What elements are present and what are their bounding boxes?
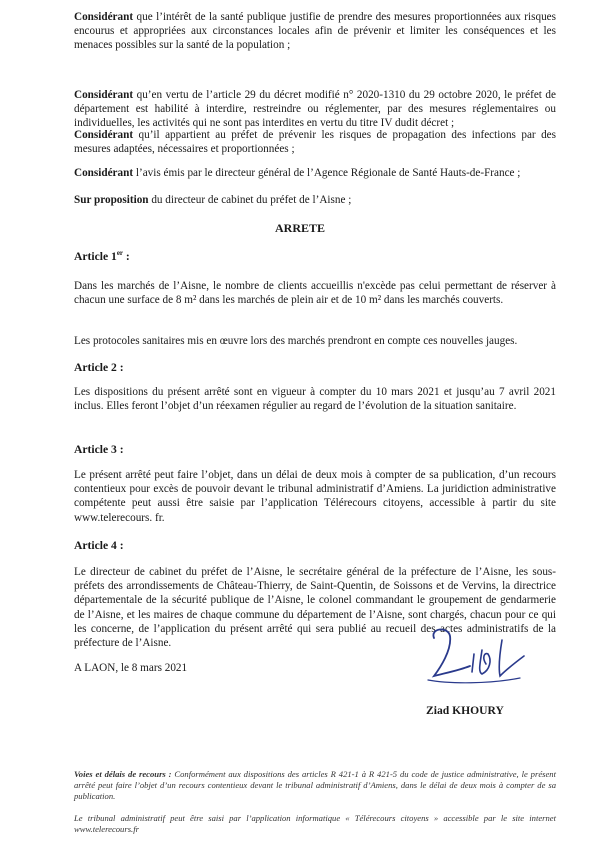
article-2-label: Article 2 xyxy=(74,361,117,374)
article-2-title xyxy=(74,361,124,374)
article-3-title xyxy=(74,443,124,456)
considerant-2-text: qu’en vertu de l’article 29 du décret modifié n° 2020-1310 du 29 octobre 2020, le préfet de département est habilité à interdire, restreindre ou réglementer, par des mesures réglementaires ou individuelles, les activités qui ne sont pas interdites en vertu du titre IV dudit décret ; xyxy=(74,89,556,130)
article-4-para-1: Le directeur de cabinet du préfet de l’Aisne, le secrétaire général de la préfecture de l’Aisne, les sous-préfets des arrondissements de Château-Thierry, de Saint-Quentin, de Soissons et de Vervins, la directrice départementale de la sécurité publique de l’Aisne, le colonel commandant le groupement de gendarmerie de l’Aisne, et les maires de chaque commune du département de l’Aisne, sont chargés, chacun pour ce qui les concerne, de l’application du présent arrêté qui sera publié au recueil des actes administratifs de la préfecture de l’Aisne. xyxy=(74,566,556,650)
article-4-label: Article 4 xyxy=(74,539,117,552)
article-4-title xyxy=(74,539,124,552)
considerant-2 xyxy=(74,88,556,131)
footer-appeals xyxy=(74,769,556,802)
considerant-3-lead: Considérant xyxy=(74,129,134,141)
footer-appeals-lead: Voies et délais de recours : xyxy=(74,769,172,779)
article-2-colon: : xyxy=(116,361,124,374)
article-3-para-1: Le présent arrêté peut faire l’objet, dans un délai de deux mois à compter de sa publication, d’un recours contentieux pour excès de pouvoir devant le tribunal administratif d’Amiens. La juridiction administrative compétente peut aussi être saisie par l’application Télérecours citoyens, accessible à partir du site www.telerecours. fr. xyxy=(74,469,556,524)
article-1-sup: er xyxy=(116,249,124,258)
proposition-lead: Sur proposition xyxy=(74,194,149,206)
considerant-4 xyxy=(74,166,556,180)
considerant-4-text: l’avis émis par le directeur général de l’Agence Régionale de Santé Hauts-de-France ; xyxy=(133,167,521,179)
considerant-1-text: que l’intérêt de la santé publique justifie de prendre des mesures proportionnées aux risques encourus et appropriées aux circonstances locales afin de prévenir et limiter les conséquences et les menaces possibles sur la santé de la population ; xyxy=(74,11,556,52)
article-4-colon: : xyxy=(116,539,124,552)
considerant-3-text: qu’il appartient au préfet de prévenir les risques de propagation des infections par des mesures adaptées, nécessaires et proportionnées ; xyxy=(74,129,556,156)
article-3-colon: : xyxy=(116,443,124,456)
considerant-1-lead: Considérant xyxy=(74,11,134,23)
considerant-1 xyxy=(74,10,556,53)
considerant-3 xyxy=(74,128,556,156)
article-1-label: Article 1 xyxy=(74,250,117,263)
article-1-para-2: Les protocoles sanitaires mis en œuvre lors des marchés prendront en compte ces nouvelles jauges. xyxy=(74,335,518,347)
article-1-title xyxy=(74,250,130,263)
article-2-para-1: Les dispositions du présent arrêté sont en vigueur à compter du 10 mars 2021 et jusqu’au 7 avril 2021 inclus. Elles feront l’objet d’un réexamen régulier au regard de l’évolution de la situation sanitaire. xyxy=(74,386,556,413)
article-1-para-1: Dans les marchés de l’Aisne, le nombre de clients accueillis n'excède pas celui permettant de réserver à chacun une surface de 8 m² dans les marchés de plein air et de 10 m² dans les marchés couverts. xyxy=(74,280,556,307)
proposition xyxy=(74,193,556,207)
considerant-2-lead: Considérant xyxy=(74,89,134,101)
article-3-label: Article 3 xyxy=(74,443,117,456)
article-1-colon: : xyxy=(123,250,130,263)
place-date: A LAON, le 8 mars 2021 xyxy=(74,662,188,674)
footer-telerecours: Le tribunal administratif peut être saisi par l’application informatique « Télérecours citoyens » accessible par le site internet www.telerecours.fr xyxy=(74,813,556,834)
handwritten-signature xyxy=(420,620,530,700)
footer-appeals-text: Conformément aux dispositions des articles R 421-1 à R 421-5 du code de justice administrative, le présent arrêté peut faire l’objet d’un recours contentieux devant le tribunal administratif d’Amiens, dans le délai de deux mois à compter de sa publication. xyxy=(74,769,556,801)
signer-name: Ziad KHOURY xyxy=(426,704,504,717)
proposition-text: du directeur de cabinet du préfet de l’Aisne ; xyxy=(148,194,352,206)
decree-heading: ARRETE xyxy=(274,221,325,235)
considerant-4-lead: Considérant xyxy=(74,167,134,179)
